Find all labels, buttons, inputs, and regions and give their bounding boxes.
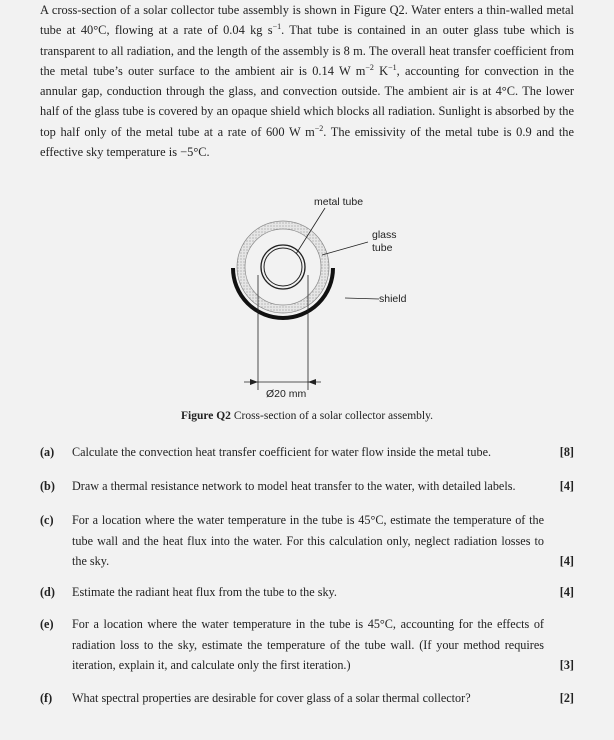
intro-text-2: . That tube is contained in an outer glass tube which is transparent to all radiation, and the length of the assembly is 8 m. The overall heat transfer coefficient from the metal tube’s outer surface to the ambient air is 0.14 W m xyxy=(40,23,574,78)
label-glass-tube-2: tube xyxy=(372,242,393,254)
intro-sup-2: −2 xyxy=(365,62,374,72)
caption-figure-number: Figure Q2 xyxy=(181,410,231,422)
question-marks: [8] xyxy=(559,445,574,459)
question-marks: [4] xyxy=(559,585,574,599)
question-text: Draw a thermal resistance network to model heat transfer to the water, with detailed labels. xyxy=(72,479,516,493)
glass-tube xyxy=(241,225,325,309)
question-label: (e) xyxy=(40,617,54,631)
question-e xyxy=(40,614,574,676)
question-label: (f) xyxy=(40,691,53,705)
question-text: Calculate the convection heat transfer coefficient for water flow inside the metal tube. xyxy=(72,445,492,459)
question-marks: [2] xyxy=(559,691,574,705)
question-b xyxy=(40,476,574,497)
intro-sup-3: −1 xyxy=(388,62,397,72)
intro-sup-4: −2 xyxy=(314,123,324,133)
label-shield: shield xyxy=(379,293,407,305)
question-label: (d) xyxy=(40,585,55,599)
label-metal-tube: metal tube xyxy=(314,196,364,208)
label-glass-tube-1: glass xyxy=(372,229,397,241)
intro-text-3: K xyxy=(373,63,389,78)
question-marks: [4] xyxy=(559,554,574,568)
metal-tube xyxy=(261,245,305,289)
intro-text-5: . The emissivity of the metal tube is 0.9 and the effective sky temperature is −5°C. xyxy=(40,124,575,160)
question-label: (c) xyxy=(40,513,54,527)
intro-text-4: , accounting for convection in the annular gap, conduction through the glass, and convection outside. The ambient air is at 4°C. The lower half of the glass tube is covered by an opaque shield which blocks all radiation. Sunlight is absorbed by the top half only of the metal tube at a rate of 600 W m xyxy=(40,63,575,139)
question-text: For a location where the water temperature in the tube is 45°C, accounting for the effects of radiation loss to the sky, estimate the temperature of the tube wall. (If your method requires iteration, explain it, and calculate only the first iteration.) xyxy=(72,617,544,672)
question-d xyxy=(40,582,574,603)
caption-text: Cross-section of a solar collector assembly. xyxy=(230,410,433,422)
question-text: What spectral properties are desirable for cover glass of a solar thermal collector? xyxy=(72,691,471,705)
figure-caption xyxy=(0,410,614,422)
question-marks: [4] xyxy=(559,479,574,493)
question-a xyxy=(40,442,574,463)
question-f xyxy=(40,688,574,709)
question-text: Estimate the radiant heat flux from the tube to the sky. xyxy=(72,585,337,599)
intro-text-1: A cross-section of a solar collector tube assembly is shown in Figure Q2. Water enters a thin-walled metal tube at 40°C, flowing at a rate of 0.04 kg s xyxy=(40,3,574,38)
question-text: For a location where the water temperature in the tube is 45°C, estimate the temperature of the tube wall and the heat flux into the water. For this calculation only, neglect radiation losses to the sky. xyxy=(72,513,544,568)
question-c xyxy=(40,510,574,572)
label-diameter: Ø20 mm xyxy=(266,388,307,400)
question-label: (b) xyxy=(40,479,55,493)
question-marks: [3] xyxy=(559,658,574,672)
question-label: (a) xyxy=(40,445,55,459)
intro-sup-1: −1 xyxy=(272,22,282,32)
